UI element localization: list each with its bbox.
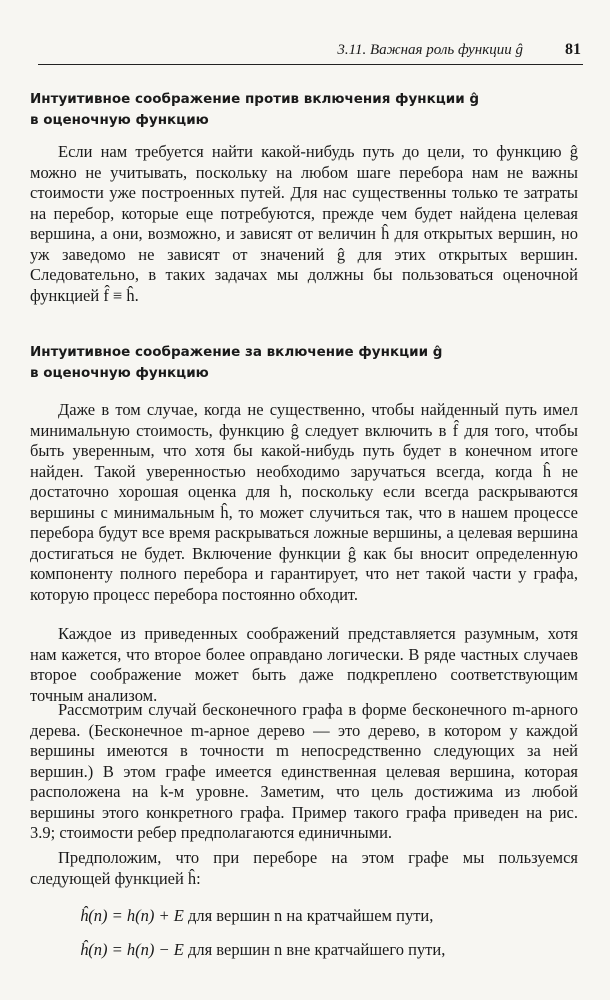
section2-heading-line2: в оценочную функцию [30,365,209,381]
formula-1-lhs: ĥ(n) = h(n) + E [80,906,184,925]
formula-1 [80,906,580,926]
formula-2-lhs: ĥ(n) = h(n) − E [80,940,184,959]
section2-paragraph-2: Каждое из приведенных соображений представляется разумным, хотя нам кажется, что второе более оправдано логически. В ряде частных случаев второе соображение может быть даже подкреплено соответствующим точным анализом. [30,624,578,705]
section2-paragraph-1: Даже в том случае, когда не существенно, чтобы найденный путь имел минимальную стоимость, функцию ĝ следует включить в f̂ для того, чтобы быть уверенным, что хотя бы какой-нибудь путь будет в конечном итоге найден. Такой уверенностью необходимо заручаться всегда, когда ĥ не достаточно хорошая оценка для h, поскольку если всегда раскрываются вершины с минимальным ĥ, то может случиться так, что в нашем процессе перебора будут все время раскрываться ложные вершины, а целевая вершина достигаться не будет. Включение функции ĝ как бы вносит определенную компоненту полного перебора и гарантирует, что нет такой части у графа, которую процесс перебора постоянно обходит. [30,400,578,604]
section1-heading-line2: в оценочную функцию [30,112,209,128]
formula-2-text: для вершин n вне кратчайшего пути, [187,940,446,959]
section2-heading [30,342,550,384]
section2-paragraph-3: Рассмотрим случай бесконечного графа в форме бесконечного m-арного дерева. (Бесконечное m-арное дерево — это дерево, в котором у каждой вершины имеются в точности m непосредственно следующих за ней вершин.) В этом графе имеется единственная целевая вершина, которая расположена на k-м уровне. Заметим, что цель достижима из любой вершины этого конкретного графа. Пример такого графа приведен на рис. 3.9; стоимости ребер предполагаются единичными. [30,700,578,842]
formula-1-text: для вершин n на кратчайшем пути, [187,906,434,925]
formula-2 [80,940,580,960]
section2-paragraph-4: Предположим, что при переборе на этом графе мы пользуемся следующей функцией ĥ: [30,848,578,888]
running-head [38,38,583,65]
section2-heading-line1: Интуитивное соображение за включение функции ĝ [30,344,443,360]
section1-paragraph: Если нам требуется найти какой-нибудь путь до цели, то функцию ĝ можно не учитывать, поскольку на любом шаге перебора нам не важны стоимости уже построенных путей. Для нас существенны только те затраты на перебор, которые еще потребуются, прежде чем будет найдена целевая вершина, а они, возможно, и зависят от величин ĥ для открытых вершин, но уж заведомо не зависят от значений ĝ для этих открытых вершин. Следовательно, в таких задачах мы должны бы пользоваться оценочной функцией f̂ ≡ ĥ. [30,142,578,305]
running-head-title: 3.11. Важная роль функции ĝ [337,42,523,58]
section1-heading-line1: Интуитивное соображение против включения функции ĝ [30,91,480,107]
section1-heading [30,89,550,131]
page-number: 81 [565,41,581,58]
